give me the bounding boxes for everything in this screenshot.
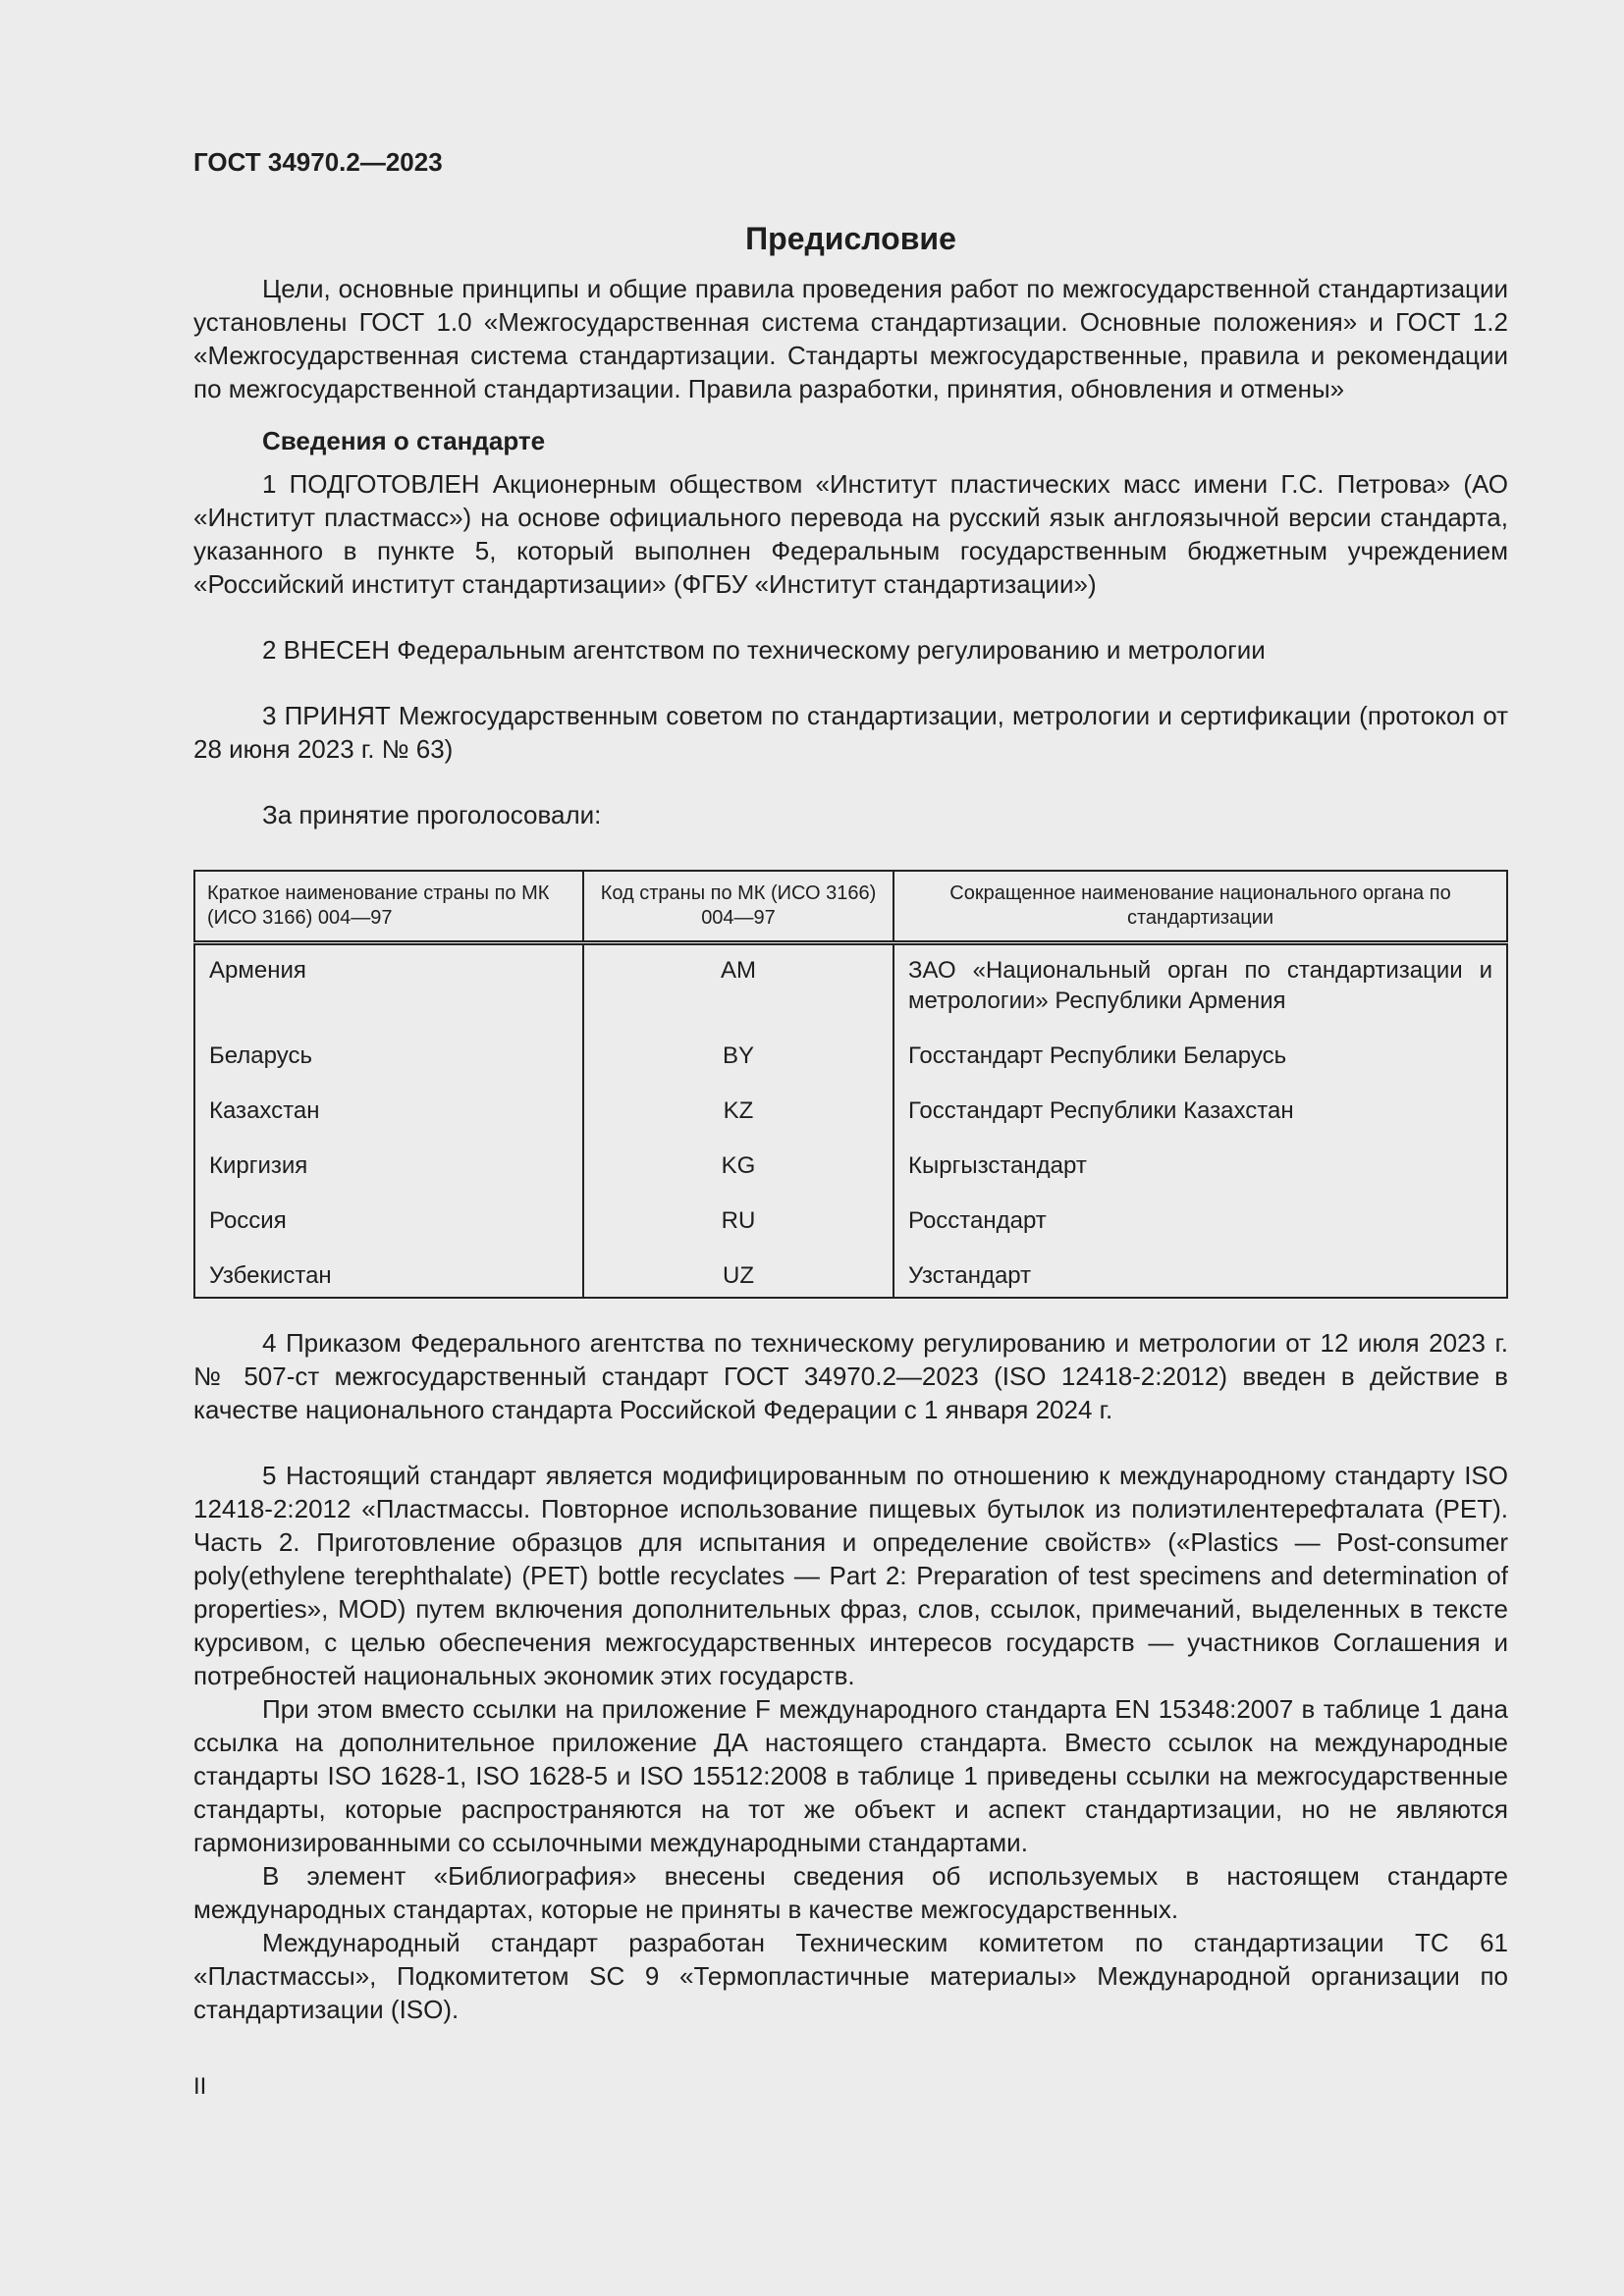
table-row (194, 943, 1507, 1036)
cell-country: Беларусь (194, 1035, 583, 1090)
page-number: II (193, 2073, 207, 2100)
cell-country: Киргизия (194, 1145, 583, 1200)
col-header-country: Краткое наименование страны по МК (ИСО 3166) 004—97 (194, 871, 583, 943)
cell-country: Армения (194, 943, 583, 1036)
cell-organ: Кыргызстандарт (908, 1152, 1087, 1179)
item-5-paragraph-4: Международный стандарт разработан Техническим комитетом по стандартизации ТС 61 «Пластмассы», Подкомитетом SC 9 «Термопластичные материалы» Международной организации по стандартизации (ISO). (193, 1928, 1508, 2024)
table-row (194, 1090, 1507, 1145)
cell-country: Россия (194, 1200, 583, 1255)
table-row (194, 1145, 1507, 1200)
table-row (194, 1200, 1507, 1255)
intro-paragraph: Цели, основные принципы и общие правила проведения работ по межгосударственной стандартизации установлены ГОСТ 1.0 «Межгосударственная система стандартизации. Основные положения» и ГОСТ 1.2 «Межгосударственная система стандартизации. Стандарты межгосударственные, правила и рекомендации по межгосударственной стандартизации. Правила разработки, принятия, обновления и отмены» (193, 274, 1508, 403)
cell-country: Казахстан (194, 1090, 583, 1145)
item-5-paragraph-3: В элемент «Библиография» внесены сведения об используемых в настоящем стандарте международных стандартах, которые не приняты в качестве межгосударственных. (193, 1861, 1508, 1924)
cell-code: UZ (583, 1255, 893, 1298)
document-page (193, 145, 1508, 2026)
table-row (194, 1035, 1507, 1090)
item-1-paragraph: 1 ПОДГОТОВЛЕН Акционерным обществом «Институт пластических масс имени Г.С. Петрова» (АО «Институт пластмасс») на основе официального перевода на русский язык англоязычной версии стандарта, указанного в пункте 5, который выполнен Федеральным государственным бюджетным учреждением «Российский институт стандартизации» (ФГБУ «Институт стандартизации») (193, 469, 1508, 599)
voted-label: За принятие проголосовали: (262, 800, 602, 829)
page-title: Предисловие (745, 221, 956, 256)
cell-organ: Росстандарт (908, 1207, 1047, 1234)
cell-code: KZ (583, 1090, 893, 1145)
item-5-paragraph: 5 Настоящий стандарт является модифицированным по отношению к международному стандарту ISO 12418-2:2012 «Пластмассы. Повторное использование пищевых бутылок из полиэтилентерефталата (PET). Часть 2. Приготовление образцов для испытания и определение свойств» («Plastics — Post-consumer poly(ethylene terephthalate) (PET) bottle recyclates — Part 2: Preparation of test specimens and determination of properties», MOD) путем включения дополнительных фраз, слов, ссылок, примечаний, выделенных в тексте курсивом, с целью обеспечения межгосударственных интересов государств — участников Соглашения и потребностей национальных экономик этих государств. (193, 1461, 1508, 1690)
info-heading: Сведения о стандарте (262, 426, 546, 455)
cell-organ: Госстандарт Республики Беларусь (908, 1042, 1287, 1069)
cell-organ: Узстандарт (908, 1262, 1032, 1289)
table-header-row (194, 871, 1507, 943)
cell-organ: Госстандарт Республики Казахстан (908, 1097, 1294, 1124)
table-row (194, 1255, 1507, 1298)
item-5-paragraph-2: При этом вместо ссылки на приложение F международного стандарта EN 15348:2007 в таблице 1 дана ссылка на дополнительное приложение ДА настоящего стандарта. Вместо ссылок на международные стандарты ISO 1628-1, ISO 1628-5 и ISO 15512:2008 в таблице 1 приведены ссылки на межгосударственные стандарты, которые распространяются на тот же объект и аспект стандартизации, но не являются гармонизированными со ссылочными международными стандартами. (193, 1694, 1508, 1857)
cell-code: KG (583, 1145, 893, 1200)
item-2-paragraph: 2 ВНЕСЕН Федеральным агентством по техническому регулированию и метрологии (262, 635, 1266, 665)
cell-code: AM (583, 943, 893, 1036)
cell-organ: ЗАО «Национальный орган по стандартизации и метрологии» Республики Армения (908, 957, 1492, 1014)
cell-code: RU (583, 1200, 893, 1255)
cell-code: BY (583, 1035, 893, 1090)
item-4-paragraph: 4 Приказом Федерального агентства по техническому регулированию и метрологии от 12 июля 2023 г. № 507-ст межгосударственный стандарт ГОСТ 34970.2—2023 (ISO 12418-2:2012) введен в действие в качестве национального стандарта Российской Федерации с 1 января 2024 г. (193, 1328, 1508, 1424)
col-header-organ: Сокращенное наименование национального органа по стандартизации (893, 871, 1507, 943)
cell-country: Узбекистан (194, 1255, 583, 1298)
document-header: ГОСТ 34970.2—2023 (193, 147, 443, 177)
item-3-paragraph: 3 ПРИНЯТ Межгосударственным советом по стандартизации, метрологии и сертификации (протокол от 28 июня 2023 г. № 63) (193, 701, 1508, 764)
countries-table (193, 870, 1508, 1299)
col-header-code: Код страны по МК (ИСО 3166) 004—97 (583, 871, 893, 943)
